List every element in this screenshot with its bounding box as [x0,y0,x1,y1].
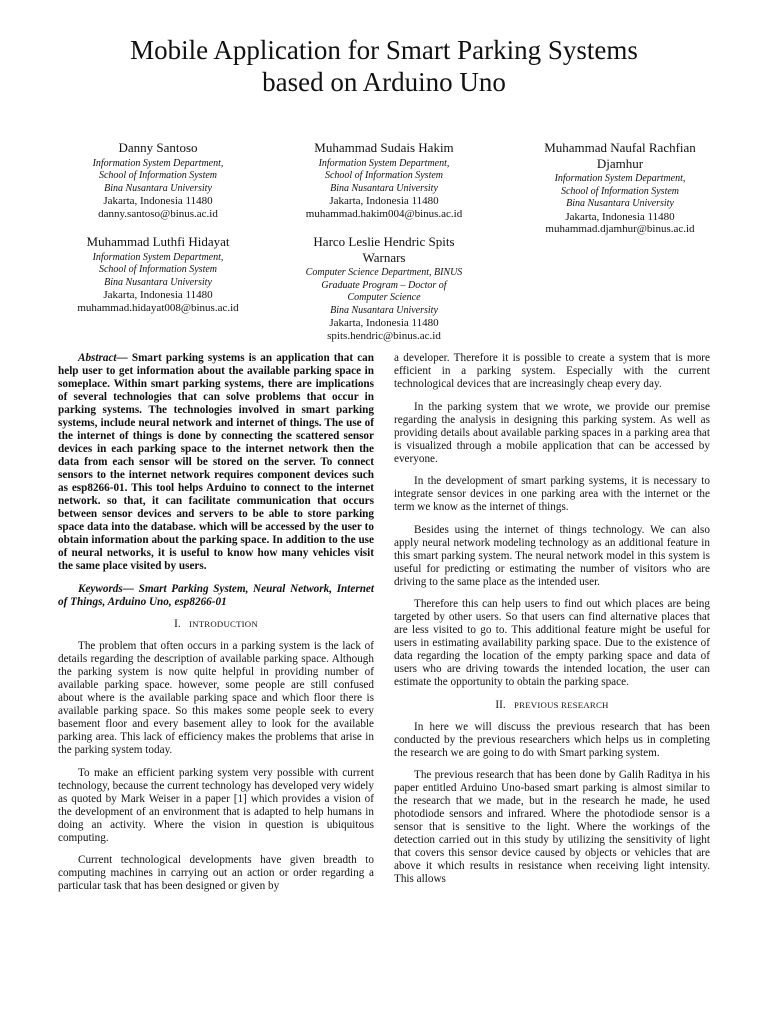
abstract [58,352,374,573]
author-name: Muhammad Sudais Hakim [314,140,454,155]
paragraph: To make an efficient parking system very possible with current technology, because the current technology has developed very widely as quoted by Mark Weiser in a paper [1] which provides a vision of the development of an environment that is adapted to help humans in doing an activity. Where the vision in question is ubiquitous computing. [58,766,374,844]
author-affiliation: Information System Department, School of Information System Bina Nusantara University [554,173,686,210]
author-location: Jakarta, Indonesia 11480 muhammad.hidayat008@binus.ac.id [40,289,276,314]
author-block-3 [508,140,732,236]
section-heading-previous-research: II. PREVIOUS RESEARCH [495,698,609,711]
author-affiliation: Information System Department, School of Information System Bina Nusantara University [92,157,224,194]
author-name: Muhammad Luthfi Hidayat [86,234,230,249]
keywords [58,583,374,609]
author-location: Jakarta, Indonesia 11480 danny.santoso@binus.ac.id [50,195,266,220]
paragraph-continued: a developer. Therefore it is possible to create a system that is more efficient in a parking system. Especially with the current technological devices that are increasingly cheap every day. [394,352,710,390]
author-block-2 [276,140,492,220]
keywords-label: Keywords— [78,582,134,595]
paragraph: In the development of smart parking systems, it is necessary to integrate sensor devices in one parking area with the internet or the term we know as the internet of things. [394,475,710,513]
author-email: danny.santoso@binus.ac.id [98,207,218,220]
paragraph: The previous research that has been done by Galih Raditya in his paper entitled Arduino Uno-based smart parking is almost similar to the research that we made, but in the research he made, he used photodiode sensors and infrared. Where the photodiode sensor is a sensor that is sensitive to the light. Where the workings of the detection carried out in this study by utilizing the sensitivity of light that covers this sensor device caused by objects or vehicles that are above it which results in resistance when receiving light intensity. This allows [394,769,710,885]
author-email: muhammad.hakim004@binus.ac.id [305,207,463,220]
author-location: Jakarta, Indonesia 11480 muhammad.djamhur@binus.ac.id [508,211,732,236]
paragraph: Therefore this can help users to find out which places are being targeted by other users. So that users can find alternative places that are less visited to go to. This additional feature might be useful for users in estimating availability parking space. Due to the existence of data regarding the location of the empty parking space and data of users who are driving towards the intended location, the user can estimate the opportunity to obtain the parking space. [394,598,710,688]
paper-title [40,34,728,98]
paragraph: In the parking system that we wrote, we provide our premise regarding the analysis in designing this parking system. As well as providing details about available parking spaces in a parking area that is visualized through a mobile application that can be accessed by everyone. [394,400,710,465]
author-location: Jakarta, Indonesia 11480 spits.hendric@binus.ac.id [276,317,492,342]
author-email: spits.hendric@binus.ac.id [327,329,441,342]
author-email: muhammad.hidayat008@binus.ac.id [77,301,239,314]
author-block-1 [50,140,266,220]
abstract-label: Abstract— [78,352,128,364]
paper-title-line-1: Mobile Application for Smart Parking Systems [130,35,638,65]
author-affiliation: Computer Science Department, BINUS Graduate Program – Doctor of Computer Science Bina Nusantara University [305,267,463,316]
paper-title-line-2: based on Arduino Uno [262,67,506,97]
abstract-text: Smart parking systems is an application that can help user to get information about the available parking space in someplace. Within smart parking systems, there are implications of several technologies that can solve problems that occur in parking systems. The technologies involved in smart parking systems, include neural network and internet of things. The use of the internet of things is done by connecting the scattered sensor devices in each parking space to the internet network then the data from each sensor will be stored on the server. To connect sensors to the internet network requires component devices such as esp8266-01. This tool helps Arduino to connect to the internet network. so that, it can facilitate communication that occurs between sensor devices and servers to be able to store parking space data into the database. which will be accessed by the user to obtain information about the parking space. In addition to the use of neural networks, it is useful to know how many vehicles visit the same place visited by users. [58,352,374,572]
author-block-5 [276,234,492,343]
author-block-4 [40,234,276,314]
right-column [394,352,710,896]
paragraph: Current technological developments have given breadth to computing machines in carrying out an action or order regarding a particular task that has been designed or given by [58,854,374,892]
paragraph: Besides using the internet of things technology. We can also apply neural network modeling technology as an additional feature in this smart parking system. The neural network model in this system is useful for predicting or estimating the number of visitors who are driving to the same place as the intended user. [394,523,710,588]
section-heading-introduction: I. INTRODUCTION [174,618,258,630]
left-column [58,352,374,903]
author-name: Harco Leslie Hendric Spits Warnars [313,234,455,265]
paragraph: In here we will discuss the previous research that has been conducted by the previous researchers which helps us in completing the research we are going to do with Smart parking system. [394,720,710,759]
author-affiliation: Information System Department, School of Information System Bina Nusantara University [318,157,450,194]
keywords-text: Smart Parking System, Neural Network, Internet of Things, Arduino Uno, esp8266-01 [58,582,374,608]
author-affiliation: Information System Department, School of Information System Bina Nusantara University [92,251,224,288]
author-email: muhammad.djamhur@binus.ac.id [545,223,695,236]
paragraph: The problem that often occurs in a parking system is the lack of details regarding the description of available parking space. Although the parking system is now quite helpful in providing number of available parking space. however, some people are still confused about where is the available parking space and which floor there is available parking space. So this makes some people seek to every basement floor and every basement alley to look for the available parking area. This lack of efficiency makes the problems that arise in the parking system today. [58,640,374,756]
author-location: Jakarta, Indonesia 11480 muhammad.hakim004@binus.ac.id [276,195,492,220]
author-name: Danny Santoso [118,140,198,155]
author-name: Muhammad Naufal Rachfian Djamhur [544,140,696,171]
